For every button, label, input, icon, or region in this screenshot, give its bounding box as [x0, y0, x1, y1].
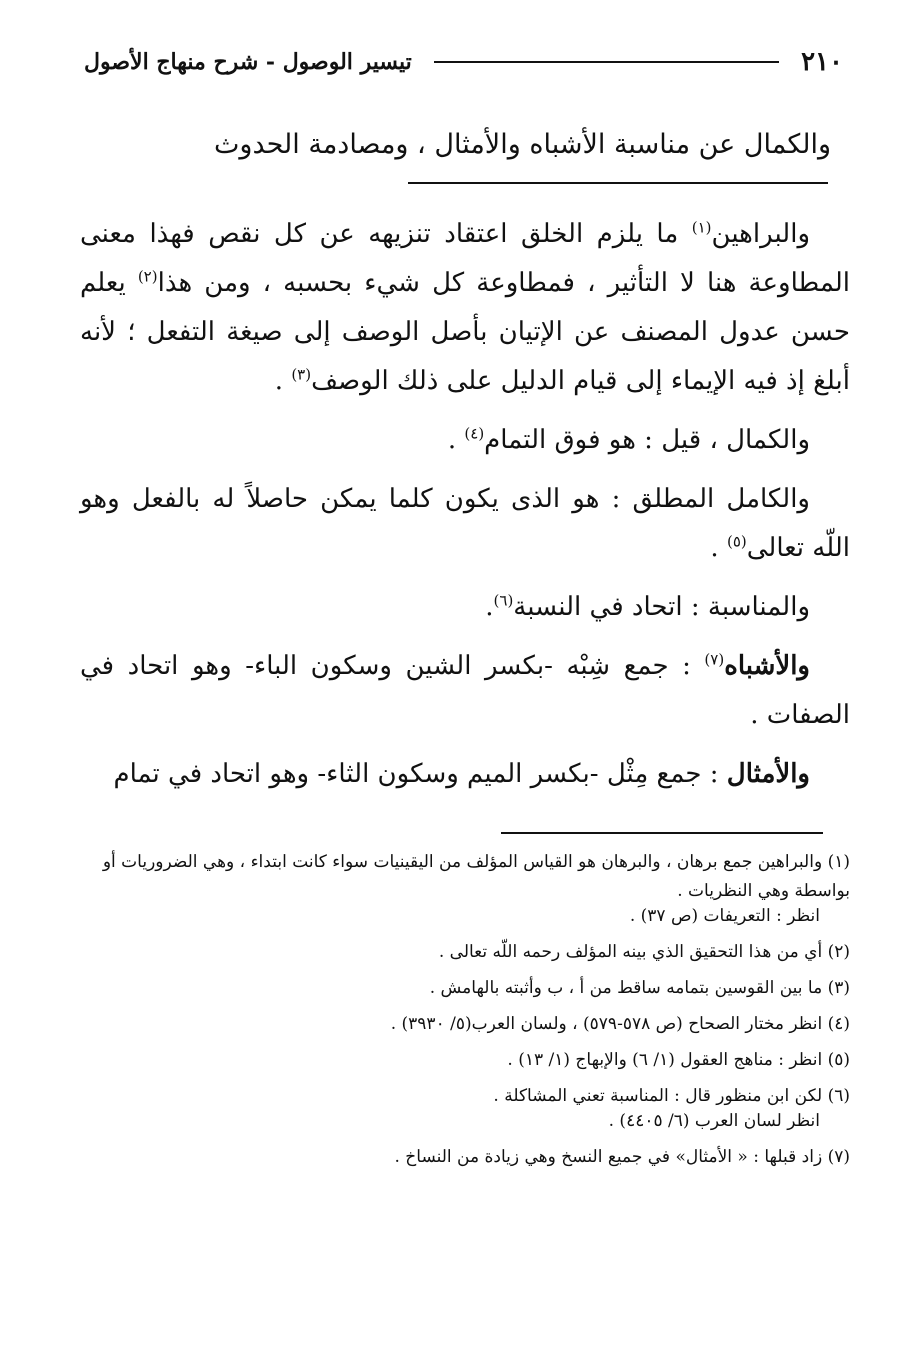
page-number: ٢١٠ [801, 47, 843, 77]
matn-text: والكمال عن مناسبة الأشباه والأمثال ، ومصادمة الحدوث [214, 129, 831, 160]
footnote-text: (٦) لكن ابن منظور قال : المناسبة تعني المشاكلة . [493, 1086, 850, 1106]
paragraph-text: . [274, 366, 292, 396]
footnote-marker: (٥) [726, 532, 747, 551]
paragraph-kamil-mutlaq [80, 475, 850, 573]
paragraph-amthal [80, 750, 850, 799]
footnote-reference: انظر : التعريفات (ص ٣٧) . [629, 906, 820, 926]
page-header [84, 40, 843, 84]
header-rule [434, 61, 779, 63]
commentary-body [80, 210, 850, 809]
footnote-marker: (٢) [137, 267, 158, 286]
paragraph-text: : جمع شِبْه -بكسر الشين وسكون الباء- وهو اتحاد في الصفات . [80, 651, 850, 730]
footnote-4: (٤) انظر مختار الصحاح (ص ٥٧٨-٥٧٩) ، ولسان العرب(٥/ ٣٩٣٠) . [390, 1014, 850, 1034]
running-title: تيسير الوصول - شرح منهاج الأصول [84, 49, 412, 75]
footnote-marker: (١) [691, 218, 712, 237]
paragraph-text: والمناسبة : اتحاد في النسبة [513, 592, 810, 622]
footnote-3: (٣) ما بين القوسين بتمامه ساقط من أ ، ب وأثبته بالهامش . [429, 978, 850, 998]
paragraph-text: والكمال ، قيل : هو فوق التمام [484, 425, 810, 455]
paragraph-munasaba [80, 583, 850, 632]
paragraph-ashbah [80, 642, 850, 740]
footnote-marker: (٦) [493, 591, 514, 610]
paragraph-burhan [80, 210, 850, 406]
paragraph-text: يعلم حسن عدول المصنف عن الإتيان بأصل الوصف إلى صيغة التفعل ؛ لأنه أبلغ إذ فيه الإيماء إلى قيام الدليل على ذلك الوصف [80, 268, 850, 396]
footnote-marker: (٤) [464, 424, 485, 443]
paragraph-text: . [447, 425, 465, 455]
paragraph-lead: والأمثال [726, 759, 810, 789]
footnote-reference: انظر لسان العرب (٦/ ٤٤٠٥) . [608, 1111, 820, 1131]
paragraph-text: ما يلزم الخلق اعتقاد تنزيهه عن كل نقص فهذا معنى المطاوعة هنا لا التأثير ، فمطاوعة كل شيء بحسبه ، ومن هذا [80, 219, 850, 298]
footnote-6 [84, 1082, 850, 1136]
paragraph-kamal [80, 416, 850, 465]
paragraph-text: . [485, 592, 494, 622]
footnote-7: (٧) زاد قبلها : « الأمثال» في جميع النسخ وهي زيادة من النساخ . [394, 1147, 850, 1167]
footnotes [84, 848, 850, 1179]
footnote-marker: (٧) [704, 650, 725, 669]
footnote-2: (٢) أي من هذا التحقيق الذي بينه المؤلف رحمه اللّه تعالى . [438, 942, 850, 962]
footnote-5: (٥) انظر : مناهج العقول (١/ ٦) والإبهاج (١/ ١٣) . [507, 1050, 850, 1070]
footnote-1 [84, 848, 850, 931]
paragraph-lead: والأشباه [724, 651, 810, 681]
matn-rule [408, 182, 828, 184]
footnote-marker: (٣) [291, 365, 312, 384]
paragraph-text: والبراهين [711, 219, 810, 249]
footnote-rule [501, 832, 823, 834]
paragraph-text: . [710, 533, 727, 563]
footnote-text: (١) والبراهين جمع برهان ، والبرهان هو القياس المؤلف من اليقينيات سواء كانت ابتداء ، وهي الضروريات أو بواسطة وهي النظريات . [102, 852, 850, 901]
paragraph-text: : جمع مِثْل -بكسر الميم وسكون الثاء- وهو اتحاد في تمام [113, 759, 727, 789]
paragraph-text: والكامل المطلق : هو الذى يكون كلما يمكن حاصلاً له بالفعل وهو اللّه تعالى [80, 484, 850, 563]
